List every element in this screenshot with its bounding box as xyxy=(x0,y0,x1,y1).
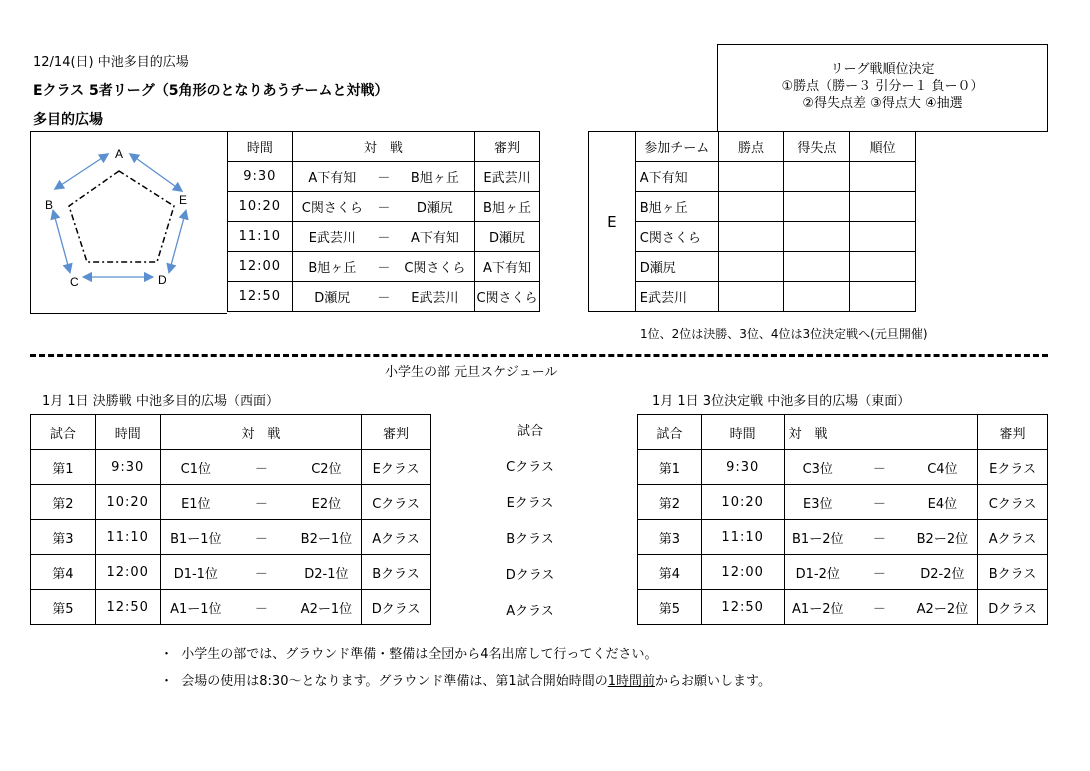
referee: Eクラス xyxy=(362,450,431,485)
game-number: 第3 xyxy=(31,520,96,555)
final-header xyxy=(31,415,431,450)
standings-table xyxy=(588,131,916,312)
header-game: 試合 xyxy=(31,415,96,450)
vs-mark: － xyxy=(372,162,396,192)
table-row xyxy=(228,282,540,312)
points-cell xyxy=(718,192,784,222)
rules-line-2: ②得失点差 ③得点大 ④抽選 xyxy=(802,96,963,111)
arrow-e-d xyxy=(170,214,185,269)
home-team: B1ー1位 xyxy=(160,520,231,555)
home-team: E1位 xyxy=(160,485,231,520)
away-team: E2位 xyxy=(292,485,362,520)
arrow-b-c xyxy=(54,214,69,269)
vs-mark: － xyxy=(851,485,908,520)
vs-mark: － xyxy=(231,450,292,485)
third-place-table xyxy=(637,414,1048,625)
third-place-caption: 1月 1日 3位決定戦 中池多目的広場（東面） xyxy=(652,394,911,409)
home-team: C3位 xyxy=(784,450,851,485)
away-team: C4位 xyxy=(908,450,978,485)
game-number: 第1 xyxy=(638,450,702,485)
middle-class: Dクラス xyxy=(505,568,555,583)
points-cell xyxy=(718,162,784,192)
away-team: B2ー2位 xyxy=(908,520,978,555)
game-number: 第1 xyxy=(31,450,96,485)
ranking-rules-box xyxy=(717,44,1048,132)
match-time: 9:30 xyxy=(228,162,293,192)
match-time: 9:30 xyxy=(95,450,160,485)
match-time: 10:20 xyxy=(228,192,293,222)
match-time: 12:50 xyxy=(228,282,293,312)
referee: E武芸川 xyxy=(475,162,540,192)
away-team: A2ー1位 xyxy=(292,590,362,625)
header-ref: 審判 xyxy=(362,415,431,450)
arrow-a-e xyxy=(133,156,179,189)
referee: Aクラス xyxy=(362,520,431,555)
game-number: 第5 xyxy=(31,590,96,625)
league-schedule-header xyxy=(228,132,540,162)
away-team: E武芸川 xyxy=(396,282,475,312)
rank-cell xyxy=(850,162,916,192)
note-2 xyxy=(160,670,771,689)
points-cell xyxy=(718,222,784,252)
away-team: D2-2位 xyxy=(908,555,978,590)
node-label-b: B xyxy=(45,198,54,212)
node-label-a: A xyxy=(115,147,124,161)
referee: C関さくら xyxy=(475,282,540,312)
rank-cell xyxy=(850,282,916,312)
league-schedule-table xyxy=(227,131,540,312)
team-name: A下有知 xyxy=(635,162,718,192)
middle-header: 試合 xyxy=(516,424,543,439)
date-line: 12/14(日) 中池多目的広場 xyxy=(33,55,189,70)
note-2-text: 会場の使用は8:30～となります。グラウンド準備は、第1試合開始時間の xyxy=(181,674,608,689)
referee: Bクラス xyxy=(362,555,431,590)
home-team: A下有知 xyxy=(292,162,372,192)
note-2-text-end: からお願いします。 xyxy=(655,674,771,689)
rules-title: リーグ戦順位決定 xyxy=(830,62,935,77)
referee: B旭ヶ丘 xyxy=(475,192,540,222)
pentagon-shape xyxy=(69,171,174,262)
vs-mark: － xyxy=(372,252,396,282)
header-match: 対 戦 xyxy=(784,415,978,450)
table-row xyxy=(31,485,431,520)
header-game: 試合 xyxy=(638,415,702,450)
vs-mark: － xyxy=(851,450,908,485)
final-table xyxy=(30,414,431,625)
table-row xyxy=(228,222,540,252)
header-time: 時間 xyxy=(228,132,293,162)
match-time: 10:20 xyxy=(95,485,160,520)
table-row xyxy=(228,252,540,282)
away-team: B2ー1位 xyxy=(292,520,362,555)
header-match: 対 戦 xyxy=(292,132,474,162)
pentagon-svg xyxy=(31,132,228,315)
match-time: 12:00 xyxy=(95,555,160,590)
third-place-header xyxy=(638,415,1048,450)
home-team: C関さくら xyxy=(292,192,372,222)
note-1-text: 小学生の部では、グラウンド準備・整備は全団から4名出席して行ってください。 xyxy=(181,647,658,662)
bullet: ・ xyxy=(160,647,174,662)
match-time: 10:20 xyxy=(701,485,784,520)
final-caption: 1月 1日 決勝戦 中池多目的広場（西面） xyxy=(42,394,279,409)
table-row xyxy=(228,162,540,192)
game-number: 第4 xyxy=(31,555,96,590)
referee: Aクラス xyxy=(978,520,1048,555)
match-time: 11:10 xyxy=(701,520,784,555)
middle-class: Cクラス xyxy=(506,460,554,475)
away-team: B旭ヶ丘 xyxy=(396,162,475,192)
points-cell xyxy=(718,252,784,282)
table-row xyxy=(589,252,916,282)
away-team: D瀬尻 xyxy=(396,192,475,222)
venue-title: 多目的広場 xyxy=(33,112,103,128)
team-name: B旭ヶ丘 xyxy=(635,192,718,222)
middle-class: Eクラス xyxy=(506,496,554,511)
match-time: 12:50 xyxy=(95,590,160,625)
table-row xyxy=(31,555,431,590)
team-name: C関さくら xyxy=(635,222,718,252)
home-team: C1位 xyxy=(160,450,231,485)
table-row xyxy=(589,282,916,312)
referee: Cクラス xyxy=(362,485,431,520)
goal-diff-cell xyxy=(784,222,850,252)
referee: D瀬尻 xyxy=(475,222,540,252)
rank-cell xyxy=(850,192,916,222)
middle-class-column xyxy=(470,414,590,630)
section-divider xyxy=(30,354,1048,357)
note-1 xyxy=(160,643,658,662)
table-row xyxy=(31,520,431,555)
game-number: 第3 xyxy=(638,520,702,555)
table-row xyxy=(31,590,431,625)
vs-mark: － xyxy=(231,485,292,520)
match-time: 11:10 xyxy=(228,222,293,252)
referee: Cクラス xyxy=(978,485,1048,520)
away-team: C関さくら xyxy=(396,252,475,282)
home-team: A1ー2位 xyxy=(784,590,851,625)
table-row xyxy=(589,222,916,252)
arrow-a-b xyxy=(58,156,105,187)
team-name: E武芸川 xyxy=(635,282,718,312)
vs-mark: － xyxy=(851,590,908,625)
home-team: B1ー2位 xyxy=(784,520,851,555)
table-row xyxy=(589,162,916,192)
bullet: ・ xyxy=(160,674,174,689)
header-match: 対 戦 xyxy=(160,415,361,450)
match-time: 12:00 xyxy=(228,252,293,282)
match-time: 9:30 xyxy=(701,450,784,485)
header-rank: 順位 xyxy=(850,132,916,162)
away-team: D2-1位 xyxy=(292,555,362,590)
pentagon-diagram xyxy=(30,131,227,314)
standings-note: 1位、2位は決勝、3位、4位は3位決定戦へ(元旦開催) xyxy=(640,327,928,341)
referee: Eクラス xyxy=(978,450,1048,485)
team-name: D瀬尻 xyxy=(635,252,718,282)
header-team: 参加チーム xyxy=(635,132,718,162)
goal-diff-cell xyxy=(784,282,850,312)
home-team: D瀬尻 xyxy=(292,282,372,312)
home-team: E3位 xyxy=(784,485,851,520)
game-number: 第4 xyxy=(638,555,702,590)
home-team: B旭ヶ丘 xyxy=(292,252,372,282)
match-time: 11:10 xyxy=(95,520,160,555)
game-number: 第2 xyxy=(638,485,702,520)
vs-mark: － xyxy=(231,520,292,555)
header-ref: 審判 xyxy=(978,415,1048,450)
header-goal-diff: 得失点 xyxy=(784,132,850,162)
header-ref: 審判 xyxy=(475,132,540,162)
vs-mark: － xyxy=(851,520,908,555)
game-number: 第5 xyxy=(638,590,702,625)
rules-line-1: ①勝点（勝ー３ 引分ー１ 負ー０） xyxy=(781,79,984,94)
table-row xyxy=(638,450,1048,485)
referee: Dクラス xyxy=(978,590,1048,625)
header-time: 時間 xyxy=(95,415,160,450)
group-label: E xyxy=(589,132,636,312)
node-label-c: C xyxy=(70,275,79,289)
header-time: 時間 xyxy=(701,415,784,450)
table-row xyxy=(228,192,540,222)
match-time: 12:50 xyxy=(701,590,784,625)
standings-header xyxy=(589,132,916,162)
home-team: E武芸川 xyxy=(292,222,372,252)
table-row xyxy=(31,450,431,485)
rank-cell xyxy=(850,252,916,282)
vs-mark: － xyxy=(372,192,396,222)
table-row xyxy=(638,485,1048,520)
referee: Bクラス xyxy=(978,555,1048,590)
table-row xyxy=(638,555,1048,590)
middle-class: Aクラス xyxy=(506,604,554,619)
away-team: A下有知 xyxy=(396,222,475,252)
away-team: A2ー2位 xyxy=(908,590,978,625)
vs-mark: － xyxy=(231,590,292,625)
vs-mark: － xyxy=(231,555,292,590)
header-points: 勝点 xyxy=(718,132,784,162)
vs-mark: － xyxy=(372,222,396,252)
home-team: A1ー1位 xyxy=(160,590,231,625)
vs-mark: － xyxy=(372,282,396,312)
note-2-underline: 1時間前 xyxy=(607,674,655,689)
table-row xyxy=(638,590,1048,625)
home-team: D1-2位 xyxy=(784,555,851,590)
section-title: 小学生の部 元旦スケジュール xyxy=(385,365,558,380)
goal-diff-cell xyxy=(784,162,850,192)
away-team: C2位 xyxy=(292,450,362,485)
middle-class: Bクラス xyxy=(506,532,554,547)
goal-diff-cell xyxy=(784,192,850,222)
points-cell xyxy=(718,282,784,312)
referee: Dクラス xyxy=(362,590,431,625)
table-row xyxy=(589,192,916,222)
referee: A下有知 xyxy=(475,252,540,282)
node-label-d: D xyxy=(158,273,167,287)
game-number: 第2 xyxy=(31,485,96,520)
rank-cell xyxy=(850,222,916,252)
league-title: Eクラス 5者リーグ（5角形のとなりあうチームと対戦） xyxy=(33,83,389,99)
away-team: E4位 xyxy=(908,485,978,520)
goal-diff-cell xyxy=(784,252,850,282)
node-label-e: E xyxy=(179,193,188,207)
vs-mark: － xyxy=(851,555,908,590)
match-time: 12:00 xyxy=(701,555,784,590)
home-team: D1-1位 xyxy=(160,555,231,590)
table-row xyxy=(638,520,1048,555)
